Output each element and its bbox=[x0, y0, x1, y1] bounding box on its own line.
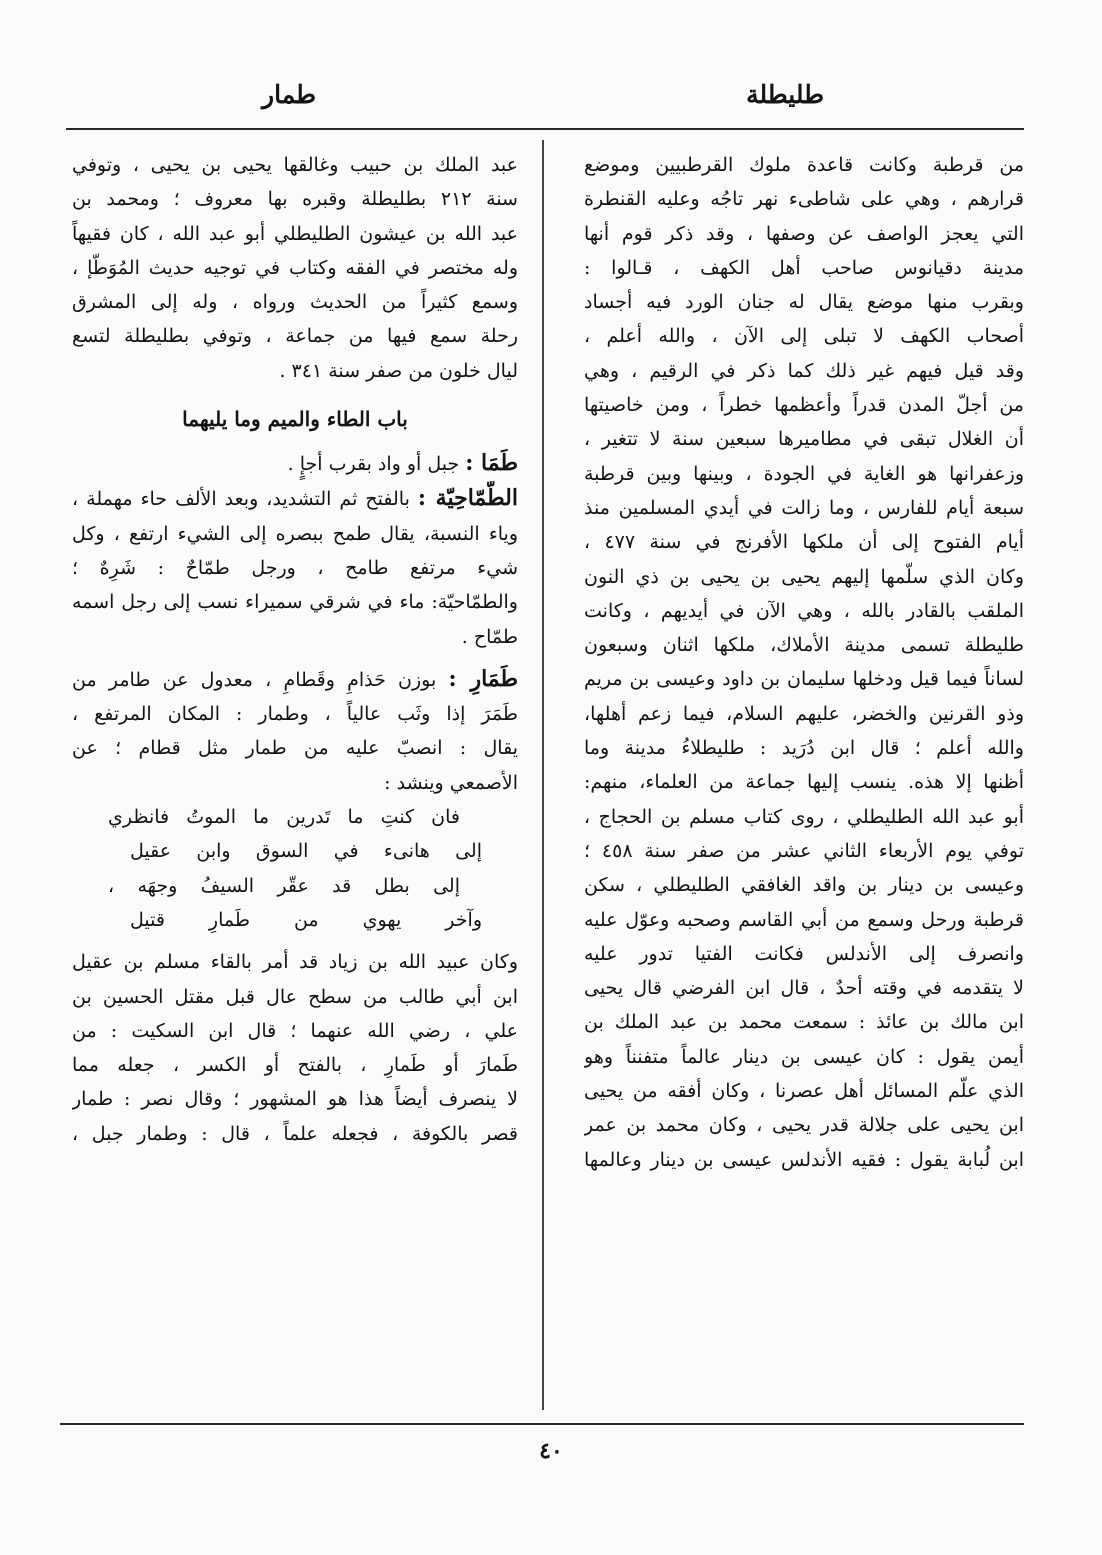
column-separator bbox=[542, 140, 544, 1410]
text-line: طَمارَ أو طَمارِ ، بالفتح أو الكسر ، جعله مما bbox=[72, 1054, 518, 1077]
entry-text: بالفتح ثم التشديد، وبعد الألف حاء مهملة ، bbox=[72, 488, 410, 511]
text-line: عبد الله بن عيشون الطليطلي أبو عبد الله ، كان فقيهاً bbox=[72, 222, 518, 245]
text-line: ابن أبي طالب من سطح عال قبل مقتل الحسين بن bbox=[72, 985, 518, 1008]
text-line: مدينة دقيانوس صاحب أهل الكهف ، قـالوا : bbox=[584, 256, 1024, 279]
text-line: قصر بالكوفة ، فجعله علماً ، قال : وطمار جبل ، bbox=[72, 1122, 518, 1145]
entry-gap bbox=[72, 937, 518, 945]
text-line: أن الغلال تبقى في مطاميرها سبعين سنة لا تتغير ، bbox=[584, 428, 1024, 451]
entry-text: بوزن حَذامِ وقَطامِ ، معدول عن طامر من bbox=[72, 668, 437, 691]
text-line: أظنها إلا هذه. ينسب إليها جماعة من العلماء، منهم: bbox=[584, 771, 1024, 794]
text-line: من أجلّ المدن قدراً وأعظمها خطراً ، ومن خاصيتها bbox=[584, 394, 1024, 417]
text-line: رحلة سمع فيها من جماعة ، وتوفي بطليطلة لتسع bbox=[72, 325, 518, 348]
text-line: وزعفرانها هو الغاية في الجودة ، وبينها وبين قرطبة bbox=[584, 462, 1024, 485]
text-line: يقال : انصبّ عليه من طمار مثل قطام ؛ عن bbox=[72, 737, 518, 760]
text-line: الملقب بالقادر بالله ، وهي الآن في أيديهم ، وكانت bbox=[584, 599, 1024, 622]
right-column bbox=[584, 148, 1024, 1177]
text-line: وقد قيل فيهم غير ذلك كما ذكر في الرقيم ، وهي bbox=[584, 359, 1024, 382]
entry-tama bbox=[72, 446, 518, 481]
text-line: ابن مالك بن عائذ : سمعت محمد بن عبد الملك بن bbox=[584, 1011, 1024, 1034]
entry-text: جبل أو واد بقرب أجإٍ . bbox=[287, 453, 460, 476]
text-line: قرارهم ، وهي على شاطىء نهر تاجُه وعليه القنطرة bbox=[584, 188, 1024, 211]
text-line: أصحاب الكهف لا تبلى إلى الآن ، والله أعلم ، bbox=[584, 325, 1024, 348]
section-title: باب الطاء والميم وما يليهما bbox=[182, 407, 408, 432]
text-line: وعيسى بن دينار بن واقد الغافقي الطليطلي ، سكن bbox=[584, 874, 1024, 897]
text-line: والله أعلم ؛ قال ابن دُرَيد : طليطلاءُ مدينة وما bbox=[584, 737, 1024, 760]
text-line: وكان الذي سلّمها إليهم يحيى بن يحيى بن ذي النون bbox=[584, 565, 1024, 588]
text-line: والطمّاحيّة: ماء في شرقي سميراء نسب إلى رجل اسمه bbox=[72, 591, 518, 614]
text-line: التي يعجز الواصف عن وصفها ، وقد ذكر قوم أنها bbox=[584, 222, 1024, 245]
text-line: توفي يوم الأربعاء الثاني عشر من صفر سنة ٤٥٨ ؛ bbox=[584, 839, 1024, 862]
text-line: وياء النسبة، يقال طمح ببصره إلى الشيء ارتفع ، وكل bbox=[72, 522, 518, 545]
text-line: وله مختصر في الفقه وكتاب في توجيه حديث المُوَطّإ ، bbox=[72, 256, 518, 279]
text-line: أيمن يقول : كان عيسى بن دينار عالماً متفنناً وهو bbox=[584, 1045, 1024, 1068]
text-line: لا ينصرف أيضاً هذا هو المشهور ؛ وقال نصر : طمار bbox=[72, 1088, 518, 1111]
text-line: وسمع كثيراً من الحديث ورواه ، وله إلى المشرق bbox=[72, 291, 518, 314]
text-line: علي ، رضي الله عنهما ؛ قال ابن السكيت : من bbox=[72, 1019, 518, 1042]
text-line: عبد الملك بن حبيب وغالقها يحيى بن يحيى ، وتوفي bbox=[72, 154, 518, 176]
poem-verse: وآخر يهوي من طَمارِ قتيل bbox=[130, 908, 482, 931]
text-line: ليال خلون من صفر سنة ٣٤١ . bbox=[279, 359, 518, 382]
text-line: الذي علّم المسائل أهل عصرنا ، وكان أفقه من يحيى bbox=[584, 1080, 1024, 1103]
running-header-right: طليطلة bbox=[746, 80, 824, 109]
text-line: وبقرب منها موضع يقال له جنان الورد فيه أجساد bbox=[584, 291, 1024, 314]
entry-gap bbox=[72, 654, 518, 662]
text-line: أبو عبد الله الطليطلي ، روى كتاب مسلم بن الحجاج ، bbox=[584, 805, 1024, 828]
running-header-left: طمار bbox=[262, 80, 317, 109]
text-line: من قرطبة وكانت قاعدة ملوك القرطبيين وموضع bbox=[584, 154, 1024, 176]
text-line: وانصرف إلى الأندلس فكانت الفتيا تدور عليه bbox=[584, 942, 1024, 965]
text-line: وكان عبيد الله بن زياد قد أمر بالقاء مسلم بن عقيل bbox=[72, 951, 518, 974]
headword: طَمَارِ : bbox=[448, 665, 518, 692]
poem bbox=[72, 800, 518, 937]
text-line: ابن يحيى على جلالة قدر يحيى ، وكان محمد بن عمر bbox=[584, 1114, 1024, 1137]
text-line: ابن لُبابة يقول : فقيه الأندلس عيسى بن دينار وعالمها bbox=[584, 1148, 1024, 1171]
text-line: أيام الفتوح إلى أن ملكها الأفرنج في سنة ٤٧٧ ، bbox=[584, 531, 1024, 554]
entry-tamar bbox=[72, 662, 518, 697]
text-line: طَمَرَ إذا وثَب عالياً ، وطمار : المكان المرتفع ، bbox=[72, 703, 518, 726]
text-line: لساناً فيما قيل ودخلها سليمان بن داود وعيسى بن مريم bbox=[584, 668, 1024, 691]
text-line: طليطلة تسمى مدينة الأملاك، ملكها اثنان وسبعون bbox=[584, 634, 1024, 657]
text-line: طمّاح . bbox=[461, 625, 518, 648]
text-line: سنة ٢١٢ بطليطلة وقبره بها معروف ؛ ومحمد بن bbox=[72, 188, 518, 211]
poem-verse: فان كنتِ ما تَدرين ما الموتُ فانظري bbox=[108, 806, 460, 829]
headword: طَمَا : bbox=[465, 450, 518, 477]
text-line: قرطبة ورحل وسمع من أبي القاسم وصحبه وعوّل عليه bbox=[584, 908, 1024, 931]
left-column bbox=[72, 148, 518, 1151]
text-line: سبعة أيام للفارس ، وما زالت في أيدي المسلمين منذ bbox=[584, 496, 1024, 519]
entry-tammahiyya bbox=[72, 481, 518, 516]
footer-rule bbox=[60, 1423, 1024, 1425]
poem-verse: إلى بطل قد عقّر السيفُ وجهَه ، bbox=[108, 874, 460, 897]
text-line: شيء مرتفع طامح ، ورجل طمّاحٌ : شَرِهٌ ؛ bbox=[72, 556, 518, 579]
page-number: ٤٠ bbox=[539, 1438, 563, 1464]
text-line: وذو القرنين والخضر، عليهم السلام، فيما زعم أهلها، bbox=[584, 702, 1024, 725]
poem-verse: إلى هانىء في السوق وابن عقيل bbox=[130, 840, 482, 863]
headword: الطَّمّاحِيّة : bbox=[417, 485, 518, 512]
text-line: الأصمعي وينشد : bbox=[384, 771, 518, 794]
header-rule bbox=[66, 128, 1024, 130]
text-line: لا يتقدمه في وقته أحدٌ ، قال ابن الفرضي قال يحيى bbox=[584, 977, 1024, 1000]
